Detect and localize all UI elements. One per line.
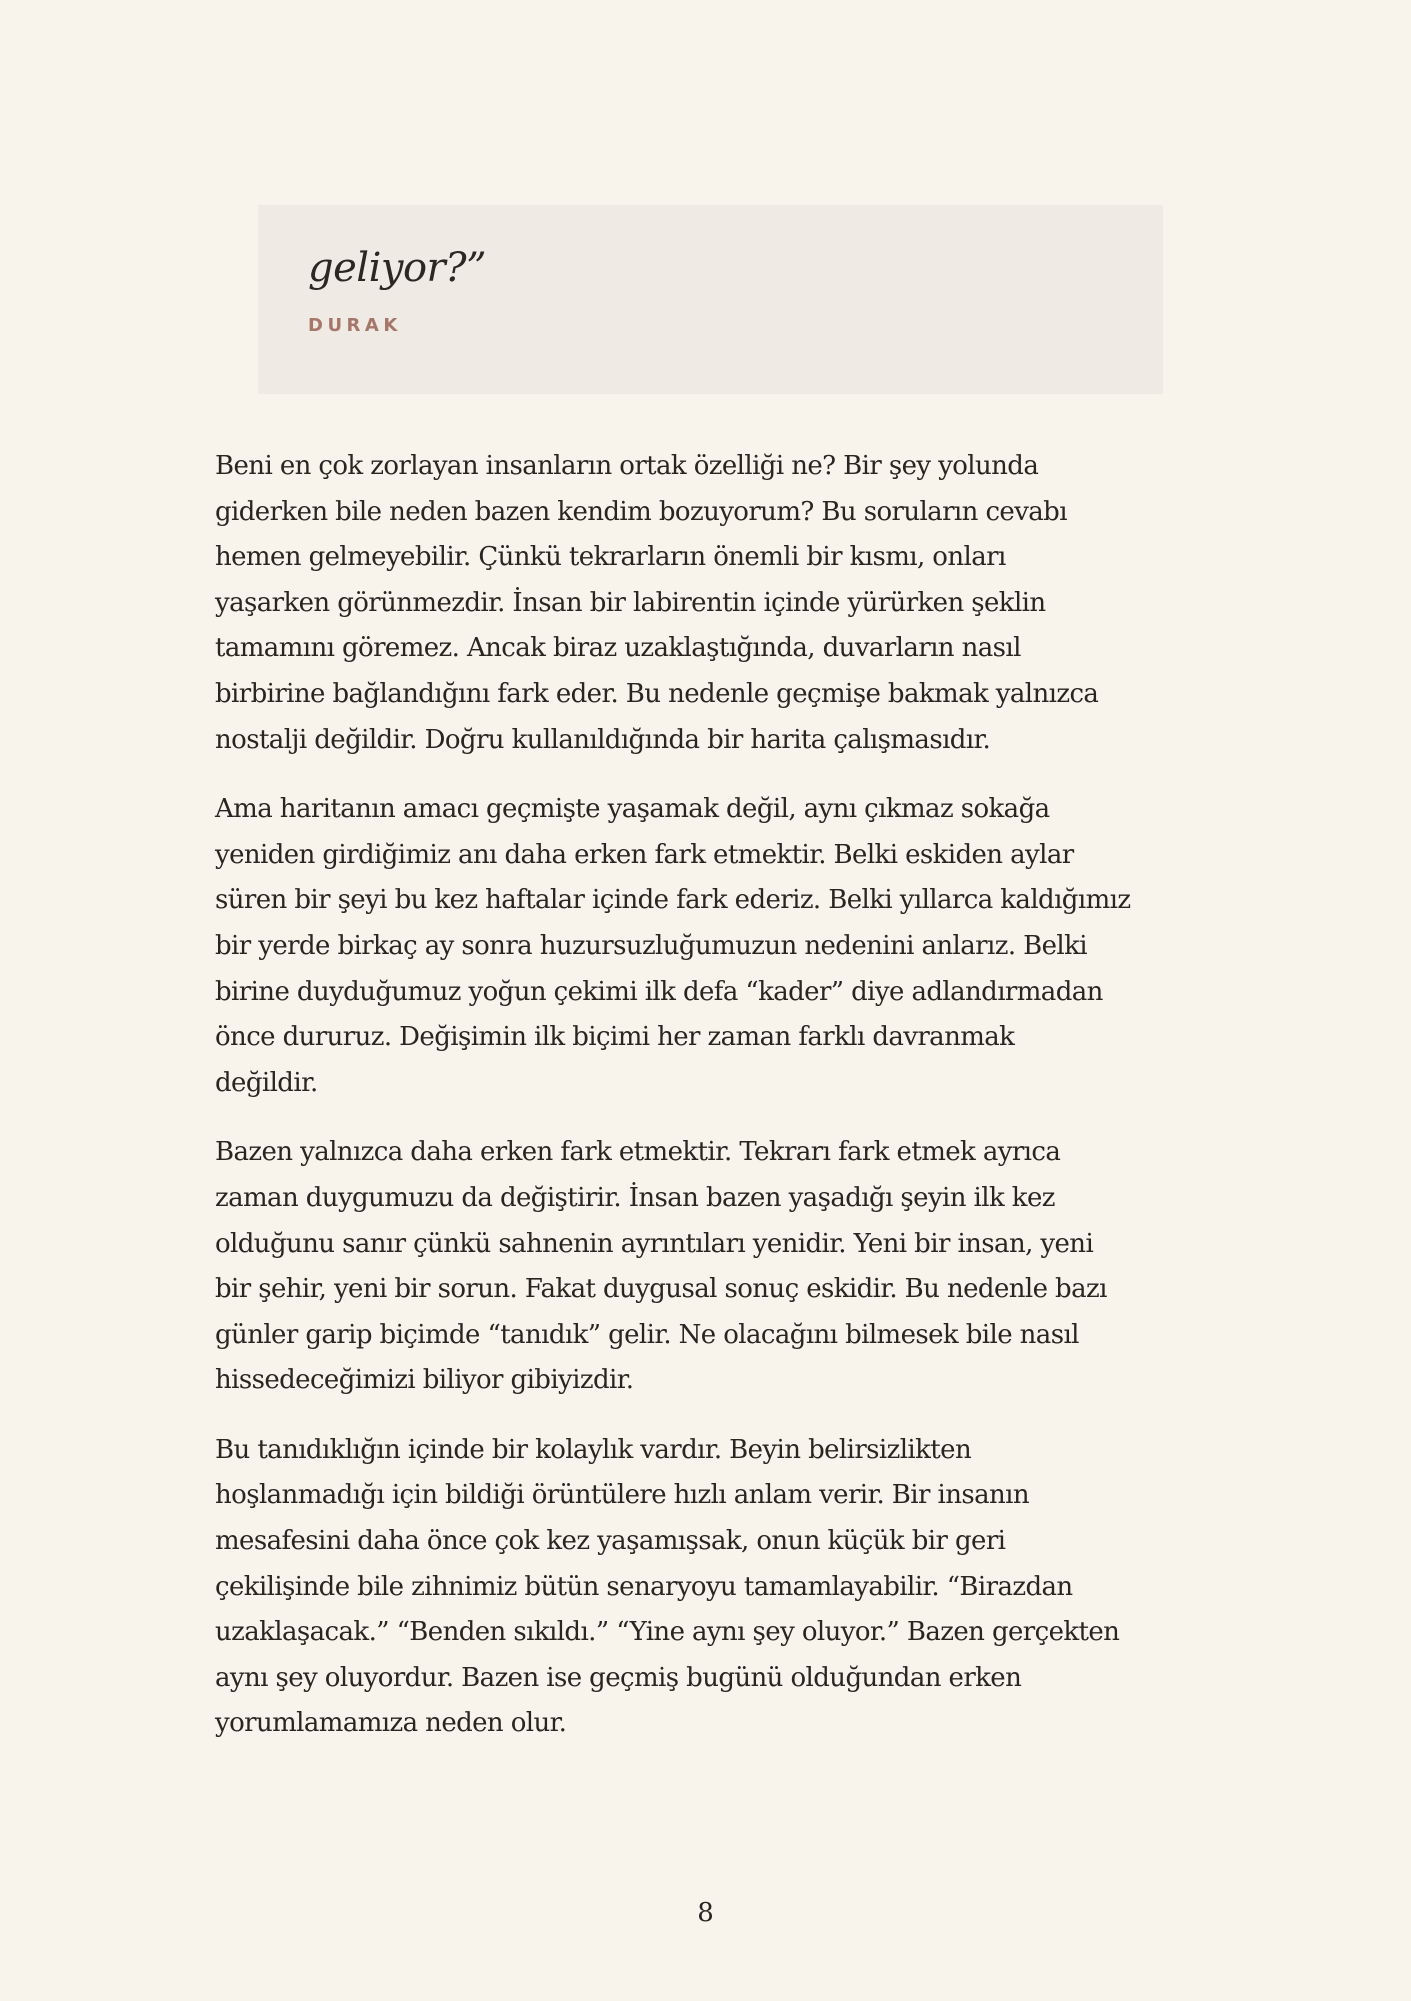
text-line: Ama haritanın amacı geçmişte yaşamak değil, aynı çıkmaz sokağa [215, 794, 1050, 825]
text-line: değildir. [215, 1067, 318, 1098]
text-line: yorumlamamıza neden olur. [215, 1708, 567, 1739]
paragraph-4 [215, 1428, 1215, 1747]
text-line: çekilişinde bile zihnimiz bütün senaryoyu tamamlayabilir. “Birazdan [215, 1571, 1073, 1602]
text-line: nostalji değildir. Doğru kullanıldığında bir harita çalışmasıdır. [215, 724, 991, 755]
text-line: bir şehir, yeni bir sorun. Fakat duygusal sonuç eskidir. Bu nedenle bazı [215, 1274, 1107, 1305]
text-line: bir yerde birkaç ay sonra huzursuzluğumuzun nedenini anlarız. Belki [215, 930, 1088, 961]
text-line: süren bir şeyi bu kez haftalar içinde fark ederiz. Belki yıllarca kaldığımız [215, 885, 1131, 916]
text-line: uzaklaşacak.” “Benden sıkıldı.” “Yine aynı şey oluyor.” Bazen gerçekten [215, 1617, 1120, 1648]
text-line: yeniden girdiğimiz anı daha erken fark etmektir. Belki eskiden aylar [215, 839, 1074, 870]
text-line: hissedeceğimizi biliyor gibiyizdir. [215, 1365, 634, 1396]
text-line: olduğunu sanır çünkü sahnenin ayrıntıları yenidir. Yeni bir insan, yeni [215, 1228, 1094, 1259]
text-line: Beni en çok zorlayan insanların ortak özelliği ne? Bir şey yolunda [215, 451, 1039, 481]
paragraph-1 [215, 444, 1215, 763]
paragraph-3 [215, 1130, 1215, 1404]
pull-quote-text: geliyor?” [308, 245, 487, 291]
text-line: hemen gelmeyebilir. Çünkü tekrarların önemli bir kısmı, onları [215, 542, 1006, 573]
pull-quote-label: DURAK [308, 315, 402, 336]
text-line: aynı şey oluyordur. Bazen ise geçmiş bugünü olduğundan erken [215, 1662, 1022, 1693]
text-line: Bu tanıdıklığın içinde bir kolaylık vardır. Beyin belirsizlikten [215, 1434, 972, 1465]
paragraph-2 [215, 787, 1215, 1106]
text-line: birbirine bağlandığını fark eder. Bu nedenle geçmişe bakmak yalnızca [215, 678, 1099, 709]
text-line: mesafesini daha önce çok kez yaşamışsak, onun küçük bir geri [215, 1526, 1006, 1557]
body-text [215, 444, 1215, 1771]
pull-quote-box [258, 205, 1163, 394]
text-line: günler garip biçimde “tanıdık” gelir. Ne olacağını bilmesek bile nasıl [215, 1319, 1079, 1350]
page-number: 8 [697, 1898, 714, 1928]
text-line: birine duyduğumuz yoğun çekimi ilk defa “kader” diye adlandırmadan [215, 976, 1103, 1007]
text-line: hoşlanmadığı için bildiği örüntülere hızlı anlam verir. Bir insanın [215, 1480, 1030, 1511]
text-line: önce dururuz. Değişimin ilk biçimi her zaman farklı davranmak [215, 1022, 1015, 1053]
text-line: yaşarken görünmezdir. İnsan bir labirentin içinde yürürken şeklin [215, 587, 1046, 618]
text-line: zaman duygumuzu da değiştirir. İnsan bazen yaşadığı şeyin ilk kez [215, 1182, 1055, 1213]
text-line: Bazen yalnızca daha erken fark etmektir. Tekrarı fark etmek ayrıca [215, 1137, 1061, 1168]
text-line: tamamını göremez. Ancak biraz uzaklaştığında, duvarların nasıl [215, 633, 1021, 664]
text-line: giderken bile neden bazen kendim bozuyorum? Bu soruların cevabı [215, 496, 1067, 527]
